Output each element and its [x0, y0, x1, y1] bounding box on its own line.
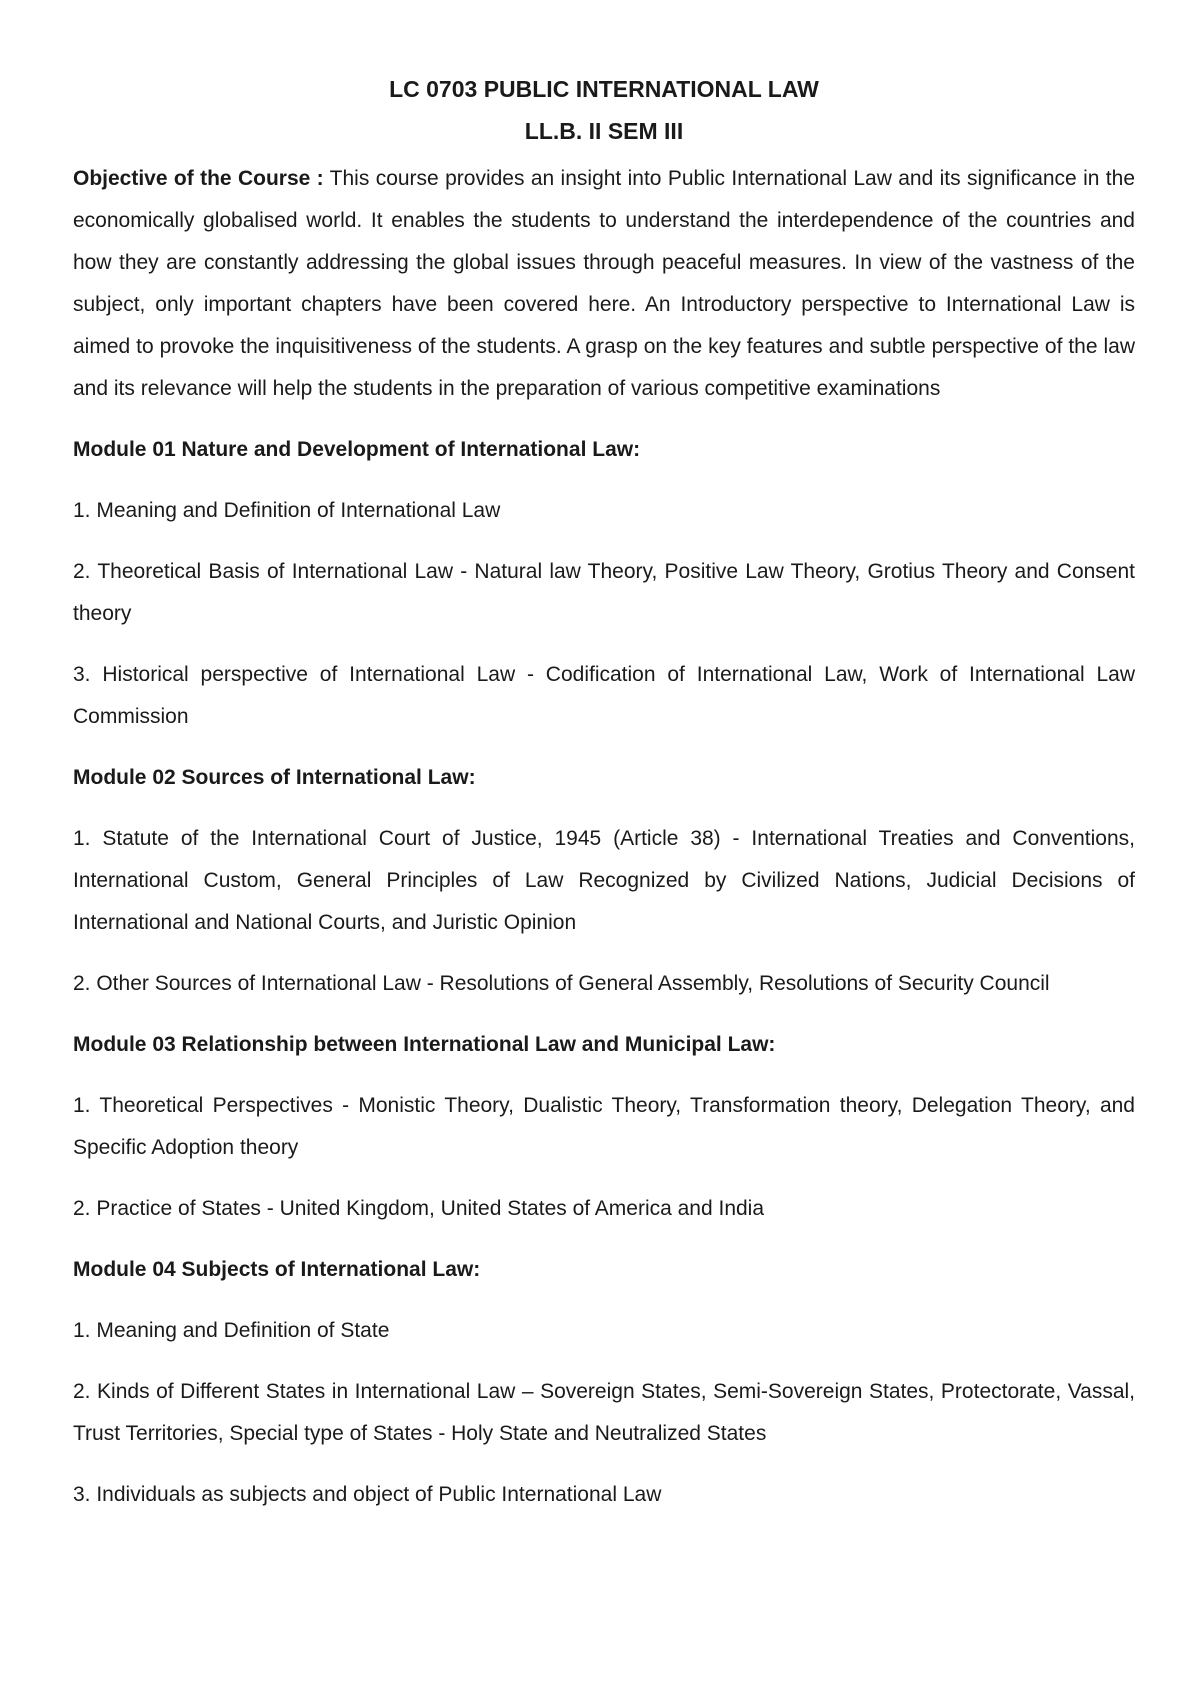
module-heading: Module 03 Relationship between International Law and Municipal Law: — [73, 1033, 776, 1056]
list-item: 2. Theoretical Basis of International Law - Natural law Theory, Positive Law Theory, Grotius Theory and Consent theory — [73, 560, 1135, 625]
list-item: 2. Practice of States - United Kingdom, United States of America and India — [73, 1197, 765, 1220]
course-objective — [73, 158, 1135, 410]
module-01 — [73, 429, 1135, 738]
document-title: LC 0703 PUBLIC INTERNATIONAL LAW — [389, 76, 819, 102]
module-02 — [73, 757, 1135, 1005]
objective-text: This course provides an insight into Public International Law and its significance in the economically globalised world. It enables the students to understand the interdependence of the countries and how they are constantly addressing the global issues through peaceful measures. In view of the vastness of the subject, only important chapters have been covered here. An Introductory perspective to International Law is aimed to provoke the inquisitiveness of the students. A grasp on the key features and subtle perspective of the law and its relevance will help the students in the preparation of various competitive examinations — [73, 167, 1136, 400]
list-item: 1. Statute of the International Court of Justice, 1945 (Article 38) - International Treaties and Conventions, International Custom, General Principles of Law Recognized by Civilized Nations, Judicial Decisions of International and National Courts, and Juristic Opinion — [73, 827, 1135, 934]
list-item: 1. Meaning and Definition of International Law — [73, 499, 501, 522]
list-item: 1. Theoretical Perspectives - Monistic Theory, Dualistic Theory, Transformation theory, Delegation Theory, and Specific Adoption theory — [73, 1094, 1135, 1159]
list-item: 3. Individuals as subjects and object of Public International Law — [73, 1483, 662, 1506]
list-item: 3. Historical perspective of International Law - Codification of International Law, Work of International Law Commission — [73, 663, 1135, 728]
module-heading: Module 01 Nature and Development of International Law: — [73, 438, 641, 461]
document-page — [73, 70, 1135, 1516]
document-subtitle: LL.B. II SEM III — [524, 118, 684, 144]
module-04 — [73, 1249, 1135, 1516]
module-heading: Module 04 Subjects of International Law: — [73, 1258, 481, 1281]
objective-label: Objective of the Course : — [73, 167, 324, 190]
list-item: 1. Meaning and Definition of State — [73, 1319, 390, 1342]
module-heading: Module 02 Sources of International Law: — [73, 766, 476, 789]
list-item: 2. Other Sources of International Law - Resolutions of General Assembly, Resolutions of Security Council — [73, 972, 1050, 995]
list-item: 2. Kinds of Different States in International Law – Sovereign States, Semi-Sovereign States, Protectorate, Vassal, Trust Territories, Special type of States - Holy State and Neutralized States — [73, 1380, 1135, 1445]
module-03 — [73, 1024, 1135, 1230]
